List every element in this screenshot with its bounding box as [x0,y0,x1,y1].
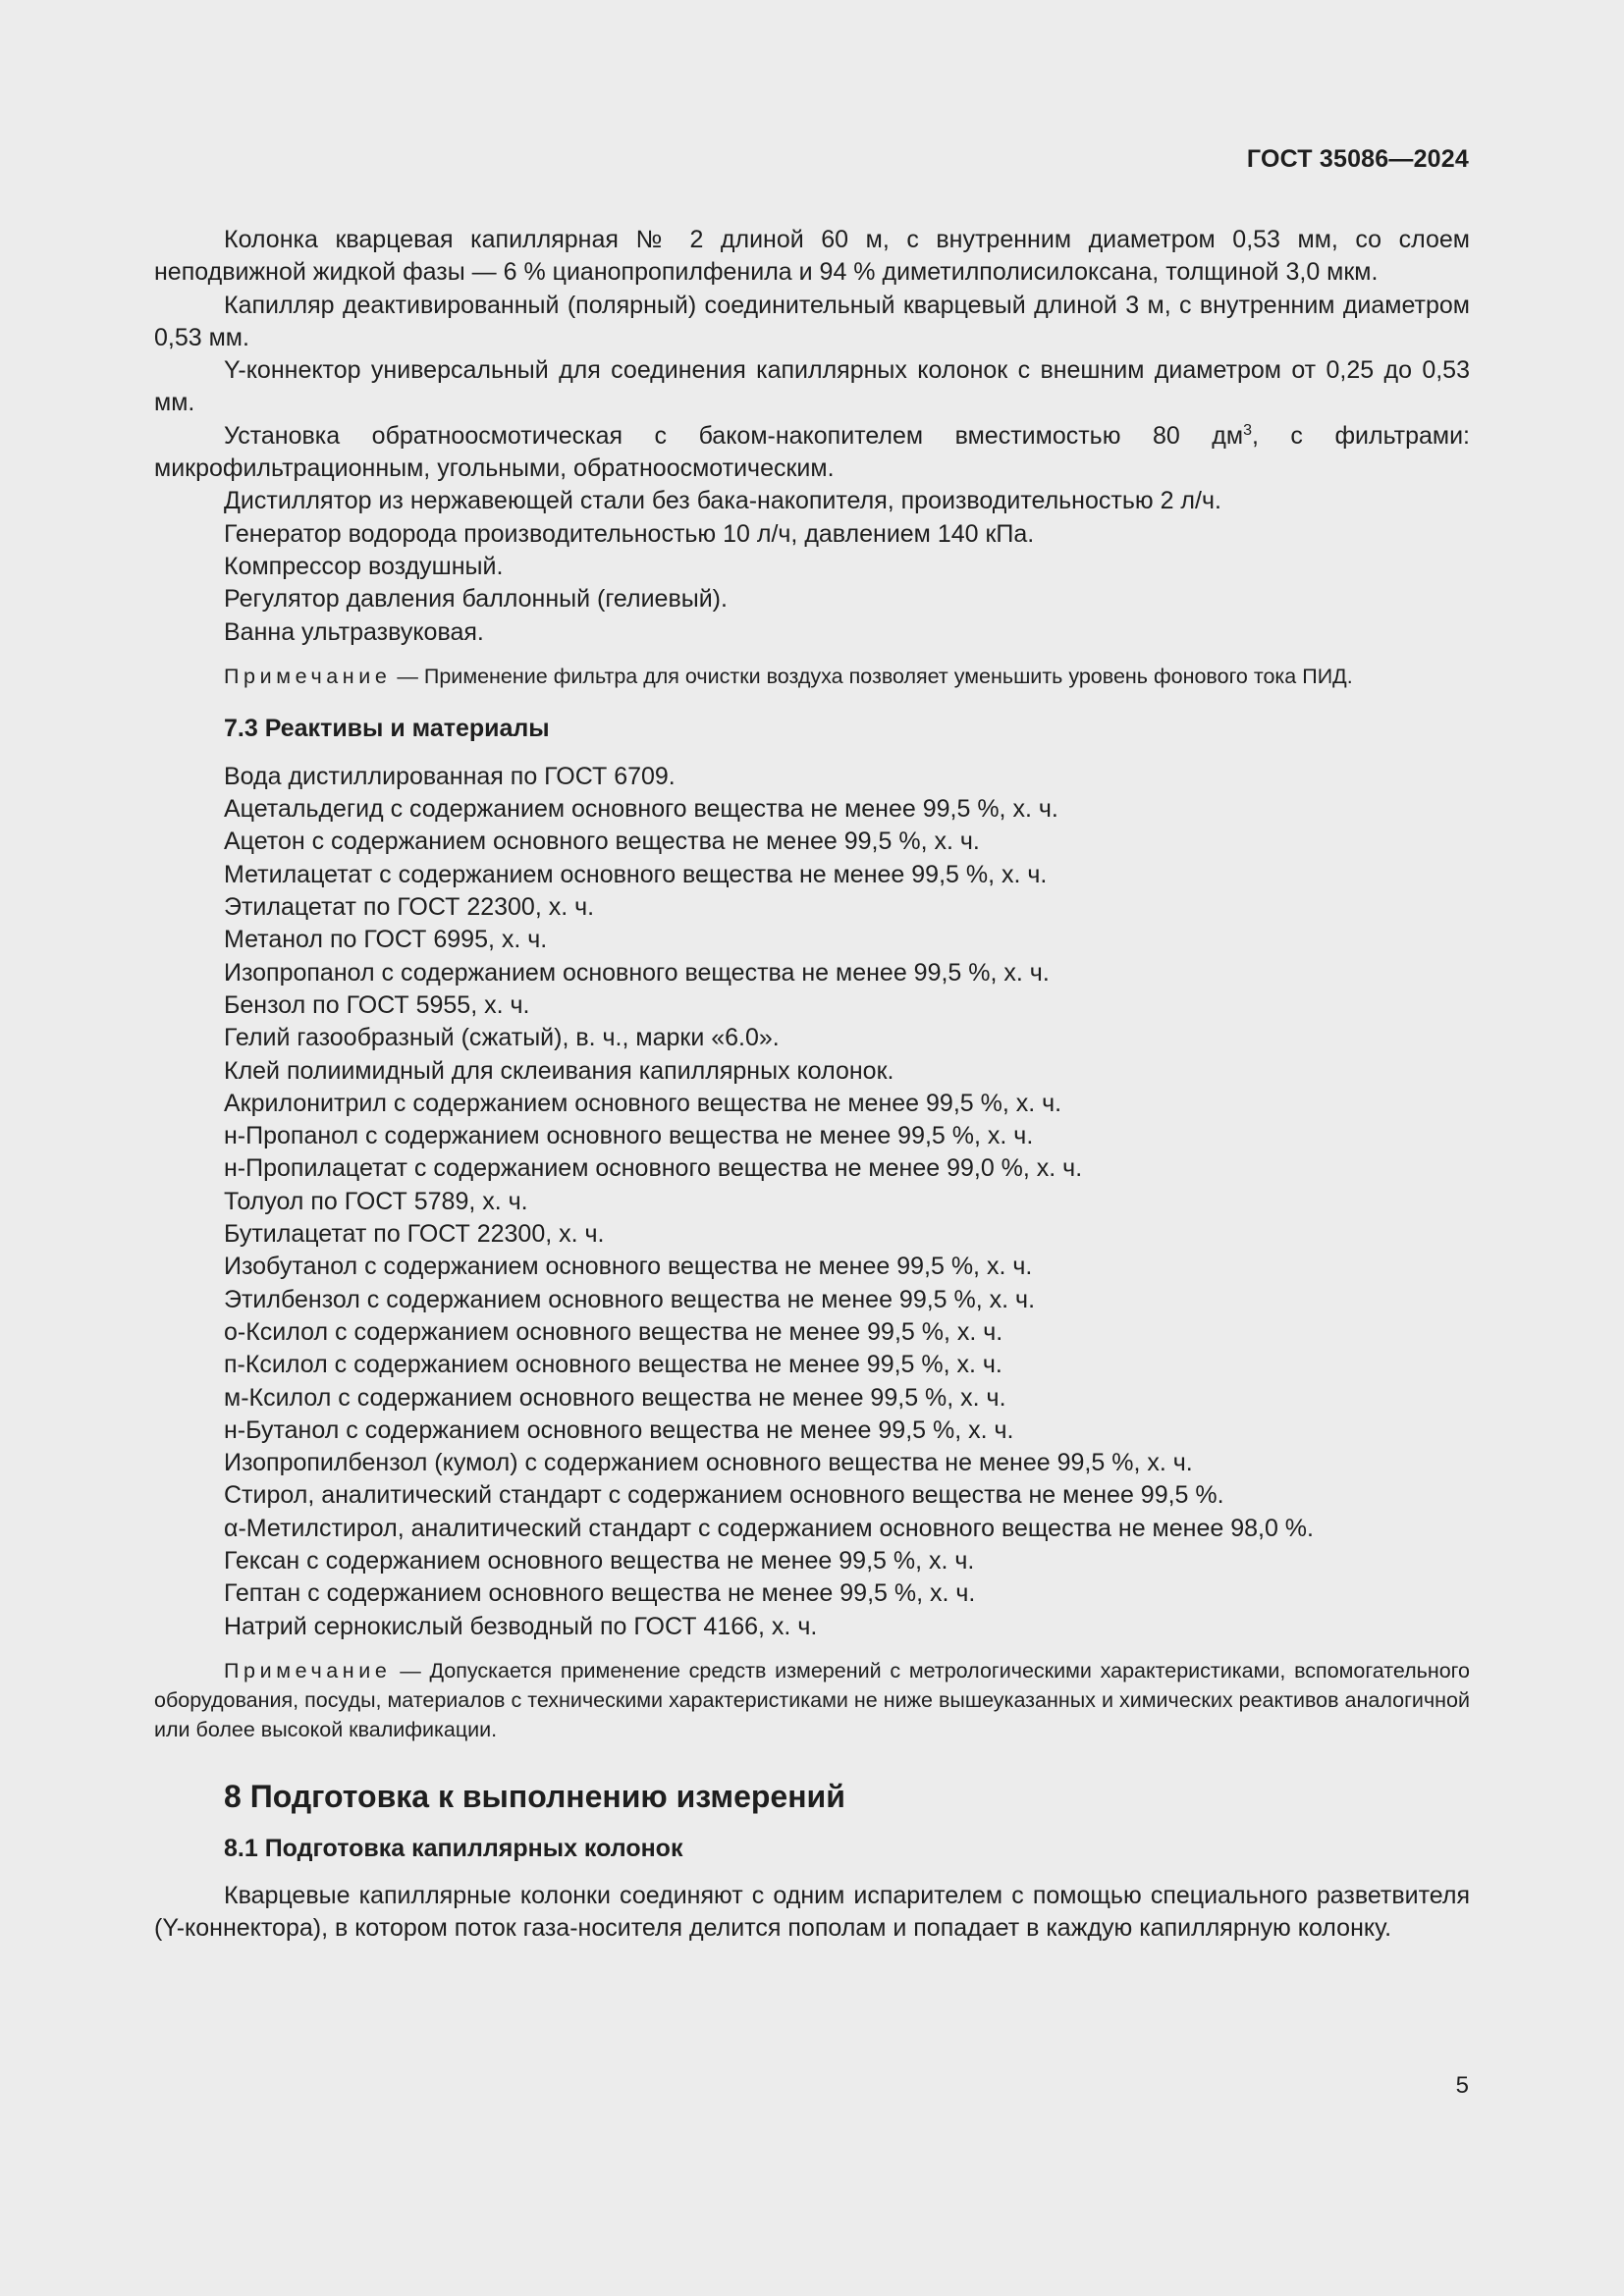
reagent-item: Метанол по ГОСТ 6995, х. ч. [224,926,548,954]
osmosis-text-start: Установка обратноосмотическая с баком-накопителем вместимостью 80 дм [224,421,1244,450]
note-label: Примечание [224,664,392,688]
reagent-item: Изобутанол с содержанием основного вещества не менее 99,5 %, х. ч. [224,1253,1033,1281]
section-8-title: 8 Подготовка к выполнению измерений [224,1778,845,1814]
equipment-item: Регулятор давления баллонный (гелиевый). [224,585,728,614]
section-8-1-text: Кварцевые капиллярные колонки соединяют с одним испарителем с помощью специального разветвителя (Y-коннектора), в котором поток газа-носителя делится пополам и попадает в каждую капиллярную колонку. [154,1881,1470,1943]
note-filter [154,662,1470,691]
section-8-1-title: 8.1 Подготовка капиллярных колонок [224,1834,683,1862]
reagents-list [154,761,1470,1643]
note-substitution [154,1656,1470,1744]
reagent-item: Стирол, аналитический стандарт с содержанием основного вещества не менее 99,5 %. [224,1481,1224,1510]
equipment-column: Колонка кварцевая капиллярная № 2 длиной 60 м, с внутренним диаметром 0,53 мм, со слоем неподвижной жидкой фазы — 6 % цианопропилфенила и 94 % диметилполисилоксана, толщиной 3,0 мкм. [154,226,1470,287]
note-text: — Применение фильтра для очистки воздуха позволяет уменьшить уровень фонового тока ПИД. [391,664,1353,688]
reagent-item: α-Метилстирол, аналитический стандарт с содержанием основного вещества не менее 98,0 %. [224,1514,1314,1542]
reagent-item: Этилацетат по ГОСТ 22300, х. ч. [224,893,595,922]
reagent-item: Гексан с содержанием основного вещества не менее 99,5 %, х. ч. [224,1546,975,1575]
reagent-item: м-Ксилол с содержанием основного вещества не менее 99,5 %, х. ч. [224,1383,1006,1412]
document-id-header: ГОСТ 35086—2024 [1246,145,1469,173]
reagent-item: Изопропилбензол (кумол) с содержанием основного вещества не менее 99,5 %, х. ч. [224,1449,1193,1477]
equipment-capillary: Капилляр деактивированный (полярный) соединительный кварцевый длиной 3 м, с внутренним диаметром 0,53 мм. [154,291,1470,351]
reagent-item: н-Пропанол с содержанием основного вещества не менее 99,5 %, х. ч. [224,1122,1034,1150]
reagent-item: Натрий сернокислый безводный по ГОСТ 4166, х. ч. [224,1612,818,1640]
section-7-3-title: 7.3 Реактивы и материалы [224,714,550,742]
reagent-item: Этилбензол с содержанием основного вещества не менее 99,5 %, х. ч. [224,1285,1036,1313]
equipment-item: Генератор водорода производительностью 10 л/ч, давлением 140 кПа. [224,519,1035,548]
reagent-item: н-Бутанол с содержанием основного вещества не менее 99,5 %, х. ч. [224,1415,1014,1444]
osmosis-text-end: , с фильтрами: микрофильтрационным, угольными, обратноосмотическим. [154,421,1470,483]
reagent-item: Гептан с содержанием основного вещества не менее 99,5 %, х. ч. [224,1579,976,1608]
reagent-item: Ацетон с содержанием основного вещества не менее 99,5 %, х. ч. [224,828,980,856]
reagent-item: Бензол по ГОСТ 5955, х. ч. [224,990,530,1019]
note-label: Примечание [224,1658,392,1682]
reagent-item: п-Ксилол с содержанием основного вещества не менее 99,5 %, х. ч. [224,1351,1002,1379]
reagent-item: Метилацетат с содержанием основного вещества не менее 99,5 %, х. ч. [224,860,1048,888]
reagent-item: Вода дистиллированная по ГОСТ 6709. [224,762,676,790]
reagent-item: Клей полиимидный для склеивания капиллярных колонок. [224,1056,894,1085]
page-content [154,224,1470,1945]
reagent-item: Толуол по ГОСТ 5789, х. ч. [224,1187,528,1215]
reagent-item: о-Ксилол с содержанием основного вещества не менее 99,5 %, х. ч. [224,1317,1003,1346]
reagent-item: Акрилонитрил с содержанием основного вещества не менее 99,5 %, х. ч. [224,1089,1062,1117]
reagent-item: н-Пропилацетат с содержанием основного вещества не менее 99,0 %, х. ч. [224,1154,1083,1183]
note-text: — Допускается применение средств измерений с метрологическими характеристиками, вспомогательного оборудования, посуды, материалов с техническими характеристиками не ниже вышеуказанных и химических реактивов аналогичной или более высокой квалификации. [154,1658,1470,1741]
osmosis-superscript: 3 [1243,421,1252,439]
equipment-connector: Y-коннектор универсальный для соединения капиллярных колонок с внешним диаметром от 0,25 до 0,53 мм. [154,356,1470,417]
equipment-item: Ванна ультразвуковая. [224,617,484,646]
reagent-item: Изопропанол с содержанием основного вещества не менее 99,5 %, х. ч. [224,958,1050,987]
reagent-item: Ацетальдегид с содержанием основного вещества не менее 99,5 %, х. ч. [224,795,1058,824]
reagent-item: Бутилацетат по ГОСТ 22300, х. ч. [224,1220,605,1249]
reagent-item: Гелий газообразный (сжатый), в. ч., марки «6.0». [224,1024,780,1052]
page-number: 5 [1455,2072,1469,2099]
equipment-item: Компрессор воздушный. [224,552,504,580]
equipment-osmosis [154,420,1470,486]
equipment-item: Дистиллятор из нержавеющей стали без бака-накопителя, производительностью 2 л/ч. [224,487,1221,515]
